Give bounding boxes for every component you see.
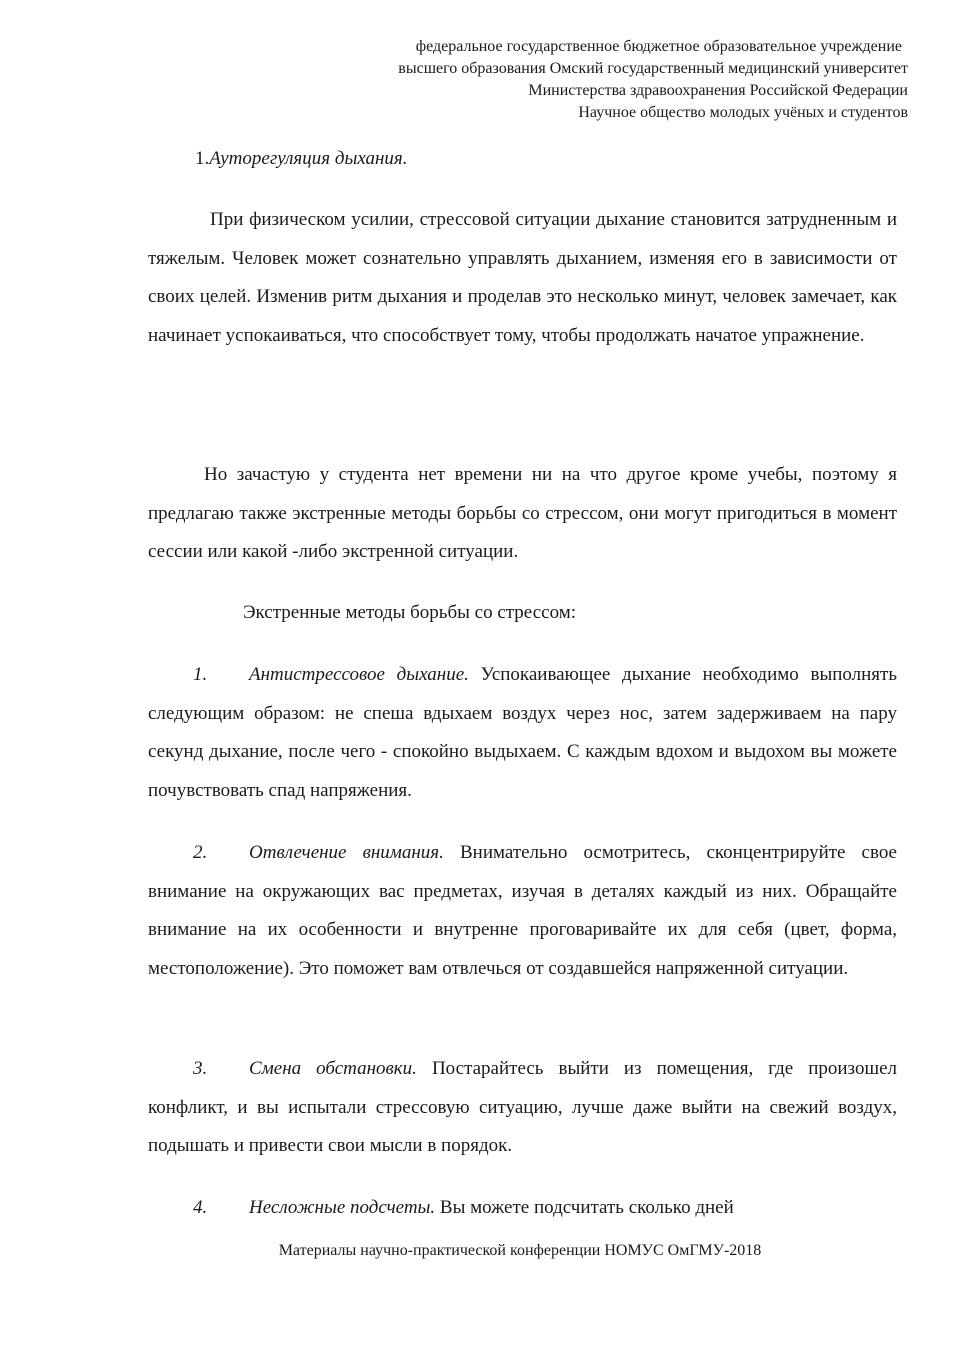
list-item-text: Успокаивающее дыхание необходимо выполнять следующим образом: не спеша вдыхаем воздух через нос, затем задерживаем на пару секунд дыхание, после чего - спокойно выдыхаем. С каждым вдохом и выдохом вы можете почувствовать спад напряжения.: [148, 664, 898, 801]
section-title-text: Ауторегуляция дыхания.: [209, 148, 408, 169]
list-item: [148, 834, 897, 988]
institution-header: [208, 36, 908, 124]
methods-subheading: Экстренные методы борьбы со стрессом:: [243, 602, 577, 623]
list-item-term: Отвлечение внимания.: [249, 842, 444, 863]
list-item: [148, 1050, 897, 1166]
list-item-term: Антистрессовое дыхание.: [249, 664, 469, 685]
paragraph-students: Но зачастую у студента нет времени ни на что другое кроме учебы, поэтому я предлагаю также экстренные методы борьбы со стрессом, они могут пригодиться в момент сессии или какой -либо экстренной ситуации.: [148, 464, 897, 563]
header-line-4: Научное общество молодых учёных и студентов: [578, 104, 908, 121]
list-item: [148, 656, 897, 810]
list-item-number: 4.: [193, 1197, 208, 1218]
header-line-1: федеральное государственное бюджетное образовательное учреждение: [415, 38, 902, 55]
list-item-text: Постарайтесь выйти из помещения, где произошел конфликт, и вы испытали стрессовую ситуацию, лучше даже выйти на свежий воздух, подышать и привести свои мысли в порядок.: [148, 1058, 897, 1157]
list-item-number: 3.: [193, 1058, 208, 1079]
list-item-term: Смена обстановки.: [249, 1058, 417, 1079]
section-title: [195, 146, 408, 172]
list-item-number: 2.: [193, 842, 208, 863]
paragraph-breathing: При физическом усилии, стрессовой ситуации дыхание становится затрудненным и тяжелым. Человек может сознательно управлять дыханием, изменяя его в зависимости от своих целей. Изменив ритм дыхания и проделав это несколько минут, человек замечает, как начинает успокаиваться, что способствует тому, чтобы продолжать начатое упражнение.: [148, 209, 897, 346]
list-item-term: Несложные подсчеты.: [249, 1197, 436, 1218]
header-line-3: Министерства здравоохранения Российской Федерации: [528, 82, 908, 99]
section-number: 1.: [195, 148, 210, 169]
list-item-number: 1.: [193, 664, 208, 685]
header-line-2: высшего образования Омский государственный медицинский университет: [398, 60, 908, 77]
page-footer: Материалы научно-практической конференции НОМУС ОмГМУ-2018: [278, 1242, 762, 1259]
list-item: [148, 1189, 897, 1228]
list-item-text: Вы можете подсчитать сколько дней: [435, 1197, 734, 1218]
list-item-text: Внимательно осмотритесь, сконцентрируйте свое внимание на окружающих вас предметах, изучая в деталях каждый из них. Обращайте внимание на их особенности и внутренне проговаривайте их для себя (цвет, форма, местоположение). Это поможет вам отвлечься от создавшейся напряженной ситуации.: [148, 842, 897, 979]
